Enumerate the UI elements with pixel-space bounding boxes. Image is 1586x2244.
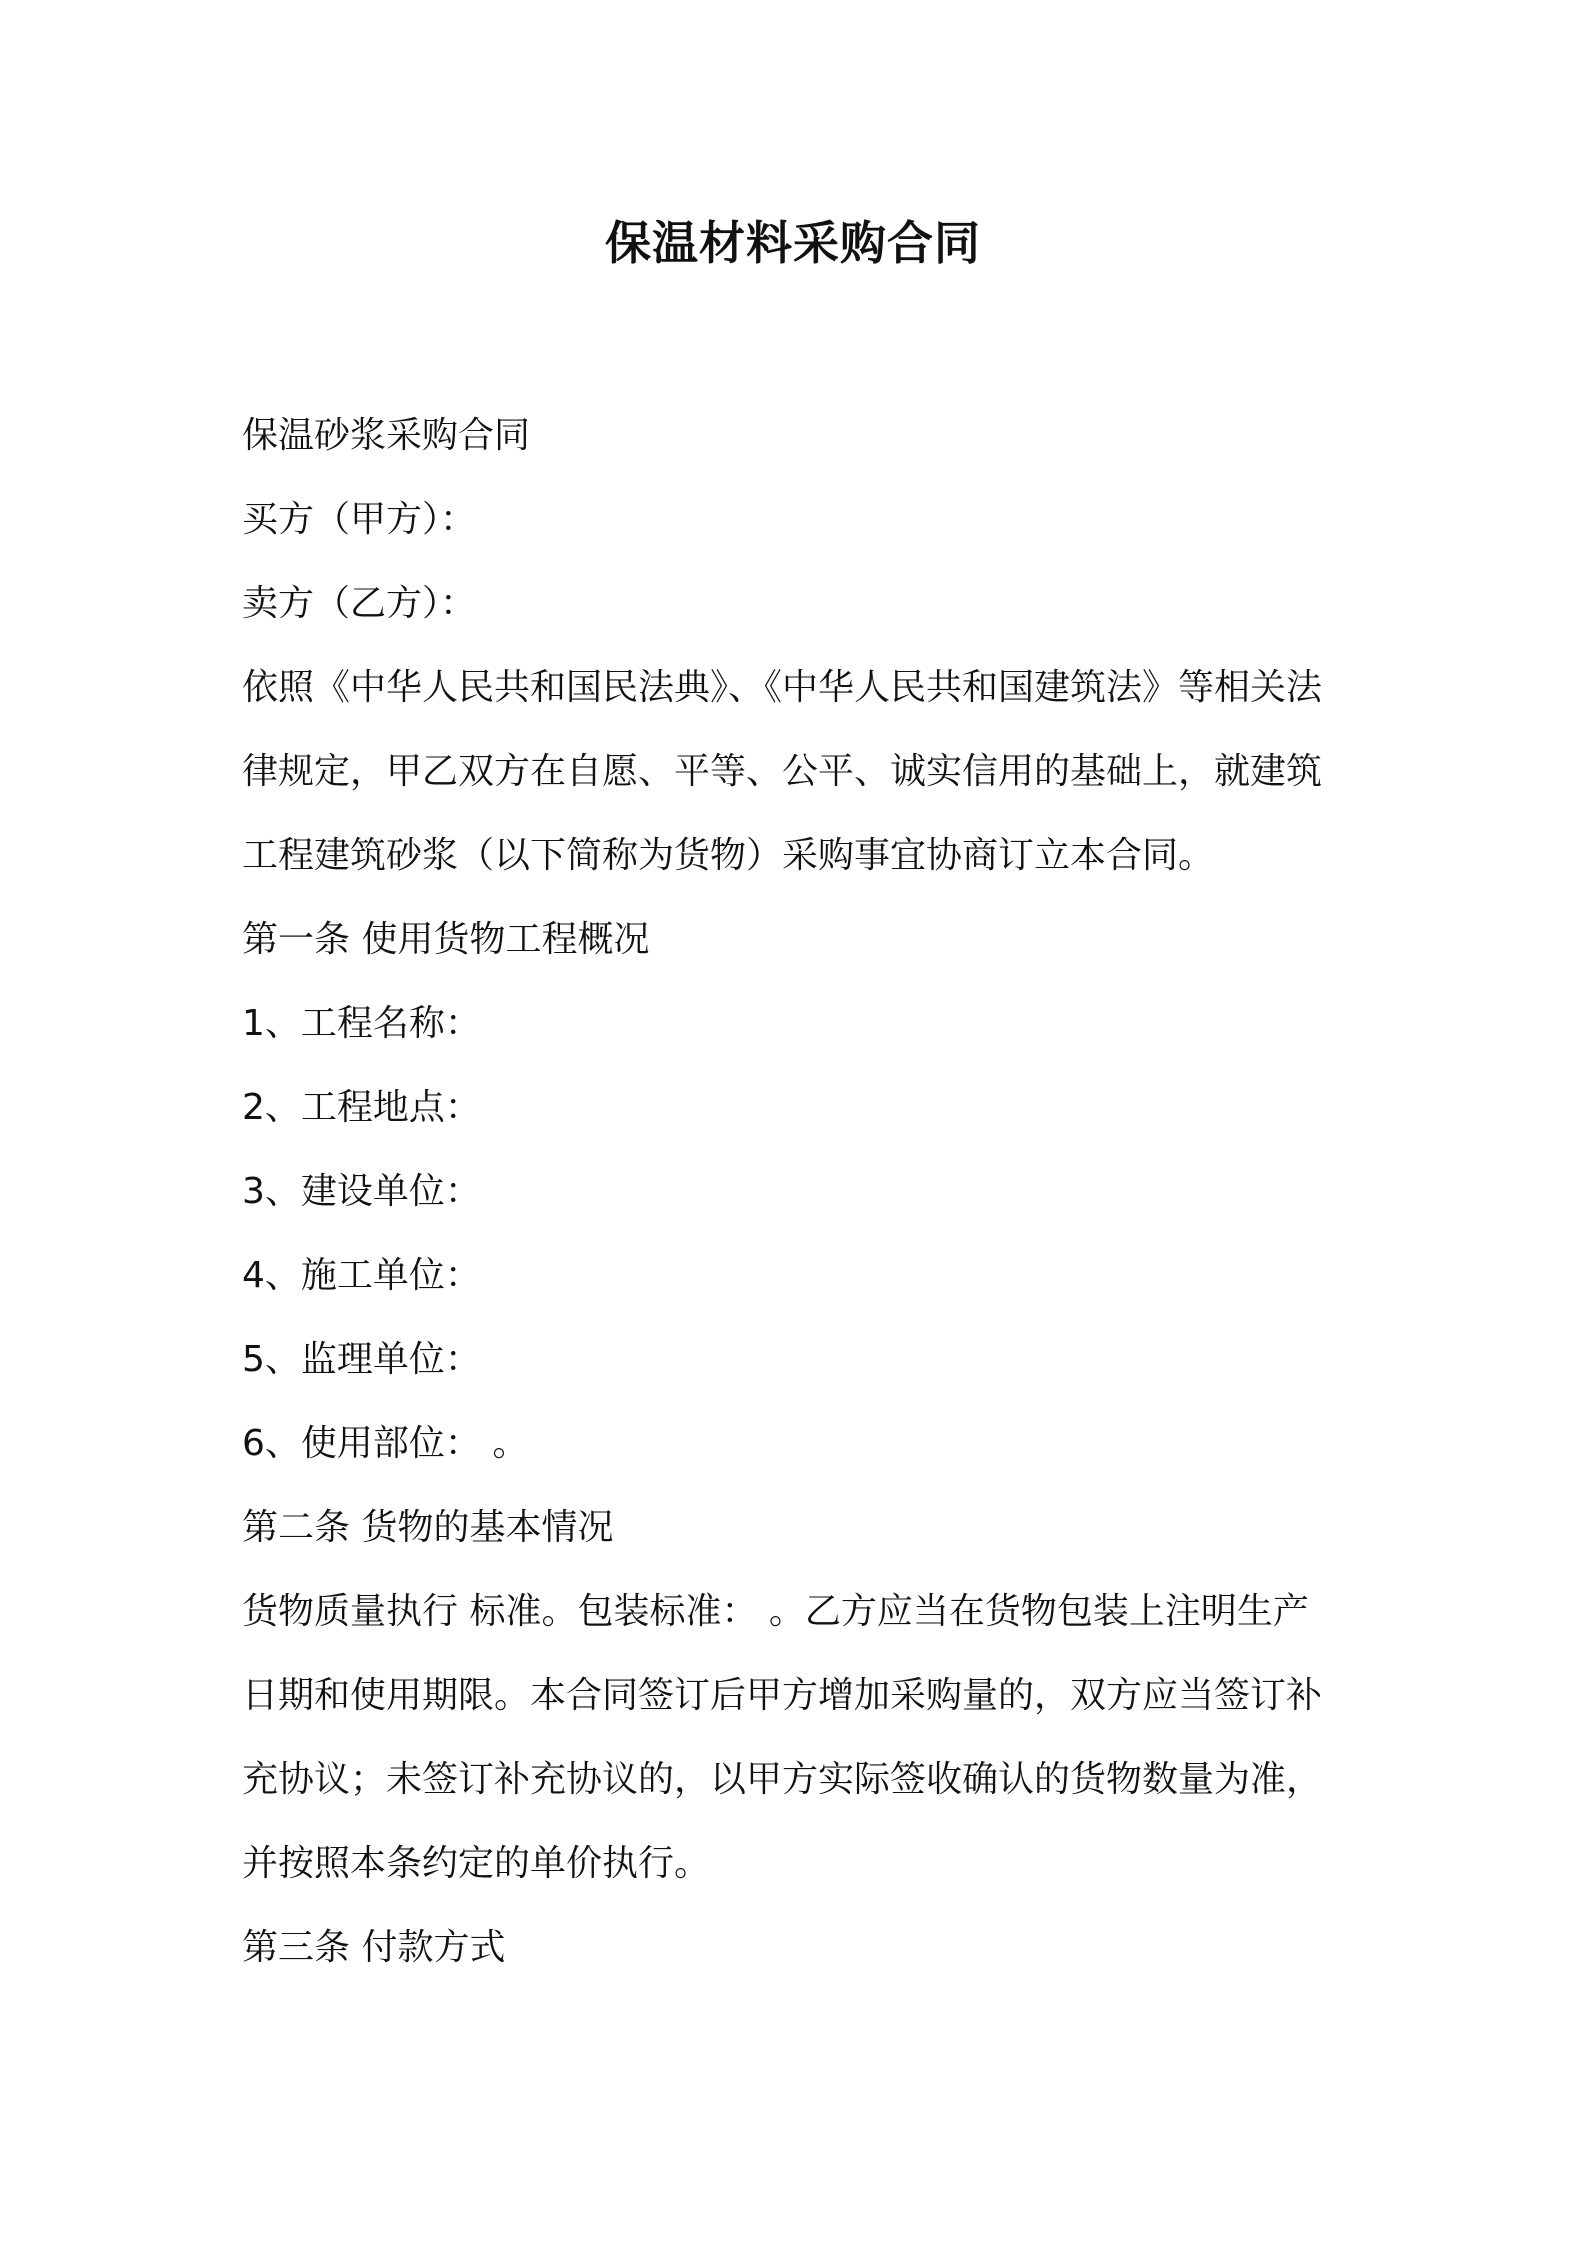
project-location-line: 2、工程地点： [242,1087,481,1128]
preamble-line-2: 律规定，甲乙双方在自愿、平等、公平、诚实信用的基础上，就建筑 [242,751,1323,792]
usage-part-line: 6、使用部位： 。 [242,1423,529,1464]
buyer-line: 买方（甲方）： [242,499,477,540]
article-1-heading: 第一条 使用货物工程概况 [242,919,650,960]
article-2-line-1: 货物质量执行 标准。包装标准： 。乙方应当在货物包装上注明生产 [242,1591,1309,1632]
seller-line: 卖方（乙方）： [242,583,477,624]
construction-unit-line: 3、建设单位： [242,1171,481,1212]
article-2-heading: 第二条 货物的基本情况 [242,1507,614,1548]
contractor-unit-line: 4、施工单位： [242,1255,481,1296]
document-title: 保温材料采购合同 [605,216,981,270]
article-2-line-4: 并按照本条约定的单价执行。 [242,1843,711,1884]
supervision-unit-line: 5、监理单位： [242,1339,481,1380]
contract-subtitle: 保温砂浆采购合同 [242,415,531,456]
project-name-line: 1、工程名称： [242,1003,481,1044]
article-3-heading: 第三条 付款方式 [242,1927,506,1968]
preamble-line-1: 依照《中华人民共和国民法典》、《中华人民共和国建筑法》等相关法 [242,667,1323,708]
preamble-line-3: 工程建筑砂浆（以下简称为货物）采购事宜协商订立本合同。 [242,835,1215,876]
article-2-line-2: 日期和使用期限。本合同签订后甲方增加采购量的，双方应当签订补 [242,1675,1323,1716]
article-2-line-3: 充协议；未签订补充协议的，以甲方实际签收确认的货物数量为准， [242,1759,1323,1800]
